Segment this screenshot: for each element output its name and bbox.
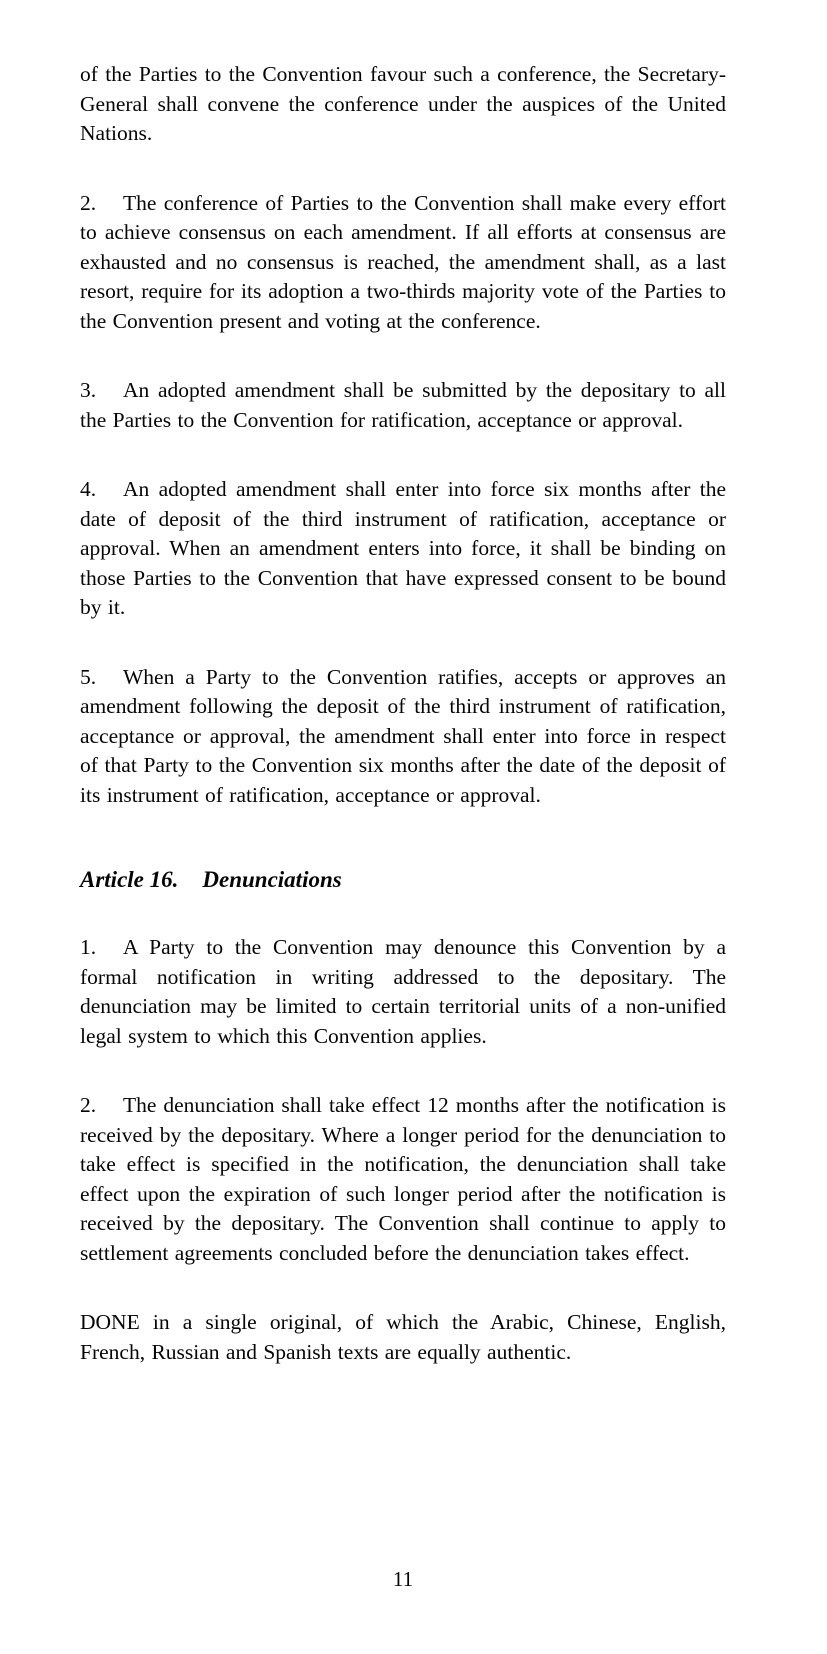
paragraph-number: 4. — [80, 477, 97, 501]
paragraph-number: 1. — [80, 935, 97, 959]
paragraph-number: 5. — [80, 664, 97, 689]
paragraph-text: An adopted amendment shall be submitted by the depositary to all the Parties to the Convention for ratification, acceptance or approval. — [80, 378, 726, 432]
article-title: Denunciations — [202, 867, 342, 892]
paragraph-text: A Party to the Convention may denounce this Convention by a formal notification in writing addressed to the depositary. The denunciation may be limited to certain territorial units of a non-unified legal system to which this Convention applies. — [80, 935, 726, 1048]
paragraph-text: When a Party to the Convention ratifies, accepts or approves an amendment following the deposit of the third instrument of ratification, acceptance or approval, the amendment shall enter into force in respect of that Party to the Convention six months after the date of the deposit of its instrument of ratification, acceptance or approval. — [80, 664, 726, 807]
amendment-paragraph-3 — [80, 376, 726, 435]
amendment-paragraph-2 — [80, 189, 726, 337]
paragraph-number: 2. — [80, 1093, 97, 1117]
page-number: 11 — [392, 1567, 414, 1591]
amendment-paragraph-4 — [80, 475, 726, 623]
paragraph-text: The denunciation shall take effect 12 months after the notification is received by the depositary. Where a longer period for the denunciation to take effect is specified in the notification, the denunciation shall take effect upon the expiration of such longer period after the notification is received by the depositary. The Convention shall continue to apply to settlement agreements concluded before the denunciation takes effect. — [80, 1093, 726, 1265]
article-number-label: Article 16. — [80, 867, 179, 892]
denunciation-paragraph-2 — [80, 1091, 726, 1268]
paragraph-continuation: of the Parties to the Convention favour such a conference, the Secretary-General shall convene the conference under the auspices of the United Nations. — [80, 62, 726, 145]
denunciation-paragraph-1 — [80, 933, 726, 1051]
article-16-heading — [80, 865, 726, 895]
paragraph-number: 3. — [80, 378, 97, 402]
paragraph-text: The conference of Parties to the Convention shall make every effort to achieve consensus on each amendment. If all efforts at consensus are exhausted and no consensus is reached, the amendment shall, as a last resort, require for its adoption a two-thirds majority vote of the Parties to the Convention present and voting at the conference. — [80, 190, 726, 333]
text-column — [80, 60, 726, 1407]
done-clause: DONE in a single original, of which the Arabic, Chinese, English, French, Russian and Spanish texts are equally authentic. — [80, 1310, 726, 1364]
paragraph-text: An adopted amendment shall enter into force six months after the date of deposit of the third instrument of ratification, acceptance or approval. When an amendment enters into force, it shall be binding on those Parties to the Convention that have expressed consent to be bound by it. — [80, 477, 726, 619]
amendment-paragraph-5 — [80, 663, 726, 811]
paragraph-number: 2. — [80, 190, 97, 215]
